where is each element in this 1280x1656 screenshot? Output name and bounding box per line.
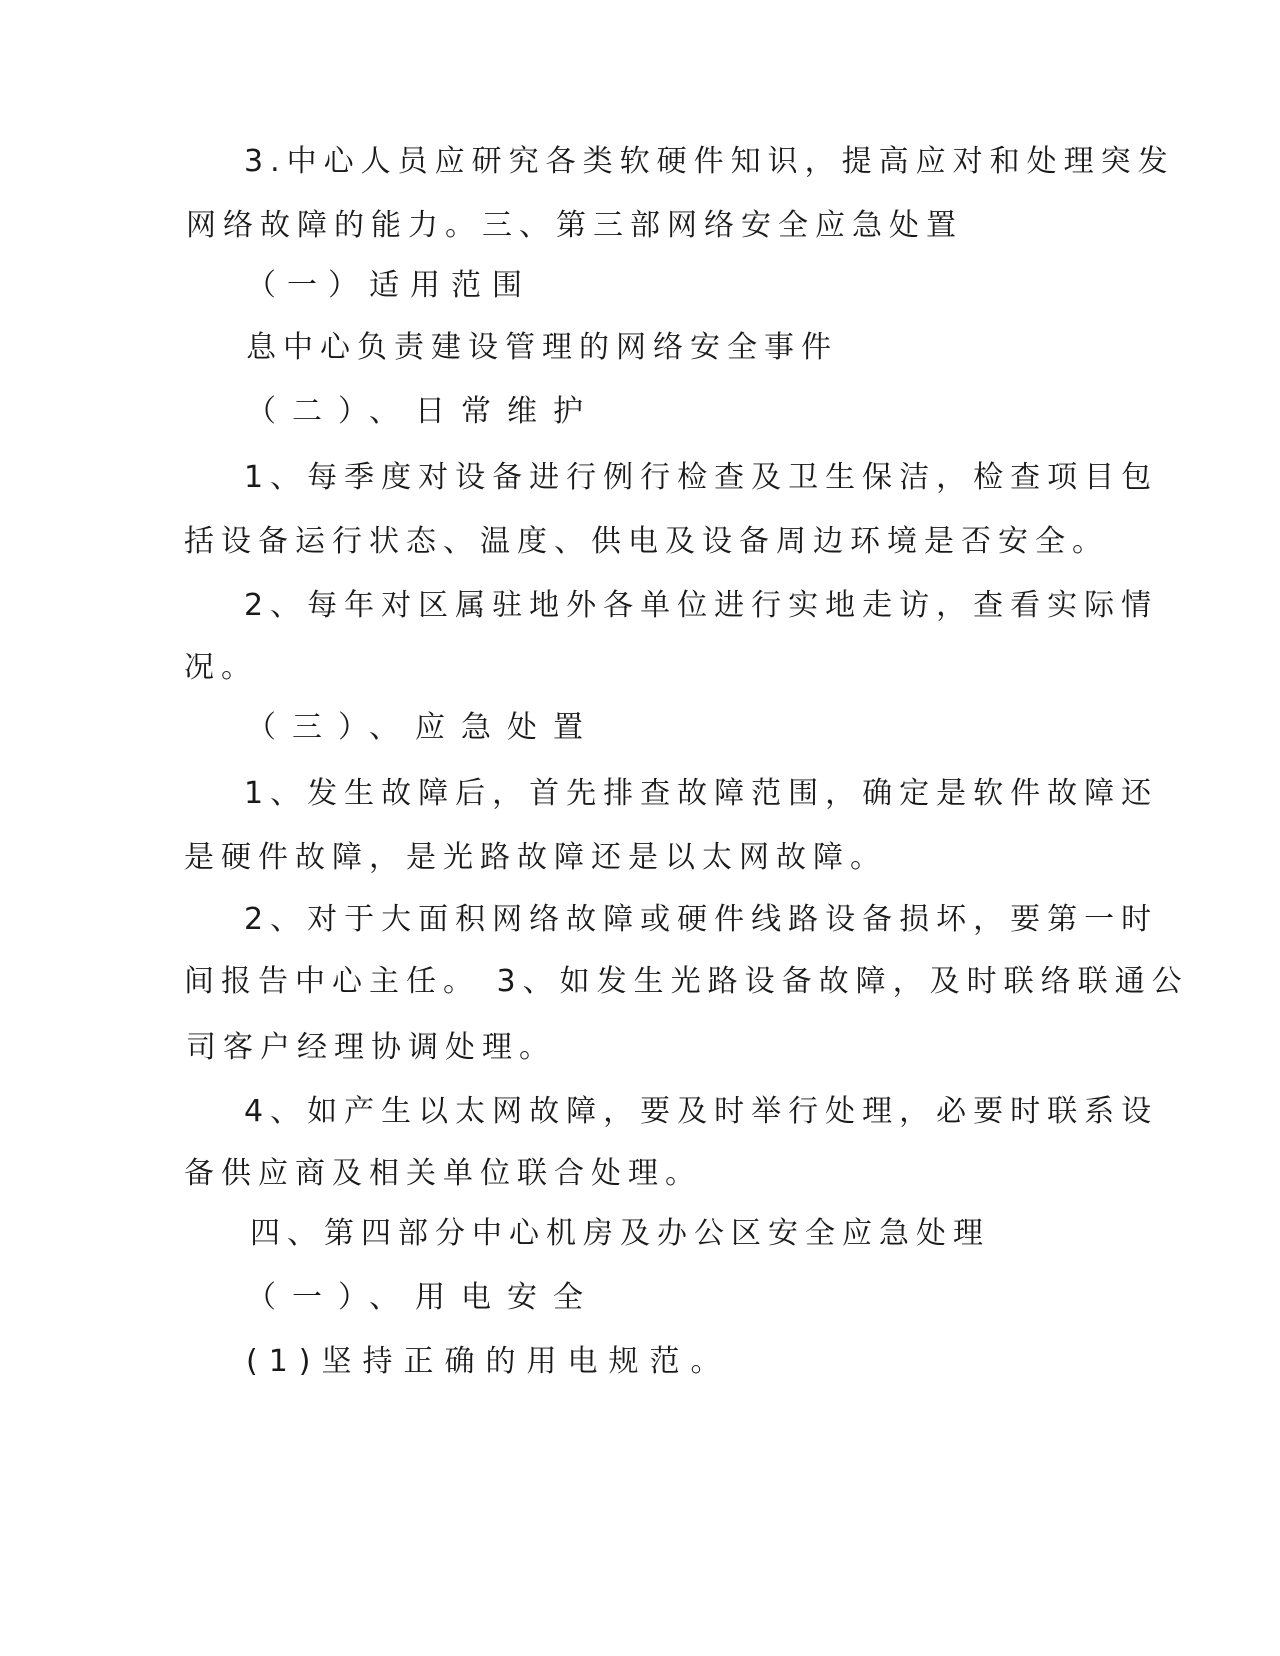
section-heading: （一）适用范围 [246, 268, 533, 303]
section-heading: （二）、日常维护 [246, 394, 599, 429]
paragraph-line: 间报告中心主任。 3、如发生光路设备故障，及时联络联通公 [184, 964, 1189, 999]
paragraph-line: 2、每年对区属驻地外各单位进行实地走访，查看实际情 [244, 588, 1159, 623]
paragraph-line: (1)坚持正确的用电规范。 [246, 1344, 732, 1379]
paragraph-line: 况。 [184, 650, 258, 685]
section-heading: （一）、用电安全 [246, 1280, 599, 1315]
paragraph-line: 2、对于大面积网络故障或硬件线路设备损坏，要第一时 [244, 902, 1159, 937]
paragraph-line: 息中心负责建设管理的网络安全事件 [246, 330, 838, 365]
section-heading: （三）、应急处置 [246, 710, 599, 745]
section-heading: 四、第四部分中心机房及办公区安全应急处理 [250, 1216, 990, 1251]
paragraph-line: 1、每季度对设备进行例行检查及卫生保洁，检查项目包 [244, 460, 1159, 495]
paragraph-line: 司客户经理协调处理。 [186, 1030, 556, 1065]
paragraph-line: 网络故障的能力。三、第三部网络安全应急处置 [186, 208, 963, 243]
paragraph-line: 是硬件故障，是光路故障还是以太网故障。 [184, 840, 887, 875]
paragraph-line: 1、发生故障后，首先排查故障范围，确定是软件故障还 [244, 776, 1159, 811]
paragraph-line: 3.中心人员应研究各类软硬件知识，提高应对和处理突发 [244, 144, 1175, 179]
paragraph-line: 备供应商及相关单位联合处理。 [184, 1156, 702, 1191]
paragraph-line: 括设备运行状态、温度、供电及设备周边环境是否安全。 [184, 524, 1109, 559]
paragraph-line: 4、如产生以太网故障，要及时举行处理，必要时联系设 [244, 1094, 1159, 1129]
